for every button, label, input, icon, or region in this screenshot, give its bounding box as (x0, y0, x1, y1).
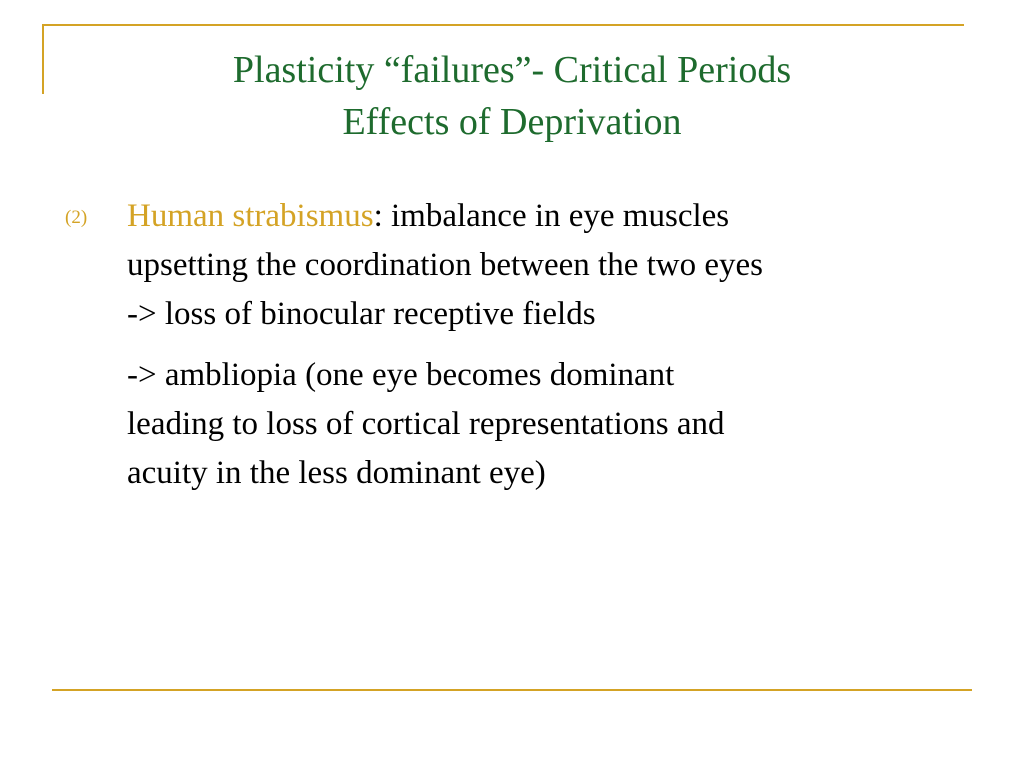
bottom-border-rule (52, 689, 972, 691)
top-border-rule (42, 24, 964, 26)
paragraph-strabismus-definition (127, 192, 987, 339)
body-line: upsetting the coordination between the two eyes (127, 247, 763, 283)
highlighted-term: Human strabismus (127, 198, 374, 234)
body-line (127, 192, 987, 241)
body-line: leading to loss of cortical representations and (127, 406, 725, 442)
body-line: -> ambliopia (one eye becomes dominant (127, 357, 675, 393)
title-line-1: Plasticity “failures”- Critical Periods (232, 49, 792, 91)
body-line: acuity in the less dominant eye) (127, 455, 546, 491)
paragraph-ambliopia (127, 351, 987, 498)
list-item-marker: (2) (65, 207, 88, 228)
body-line: -> loss of binocular receptive fields (127, 296, 596, 332)
slide-body (65, 192, 987, 510)
slide-title (0, 44, 1024, 148)
title-line-2: Effects of Deprivation (342, 101, 682, 143)
definition-text: : imbalance in eye muscles (373, 198, 730, 234)
